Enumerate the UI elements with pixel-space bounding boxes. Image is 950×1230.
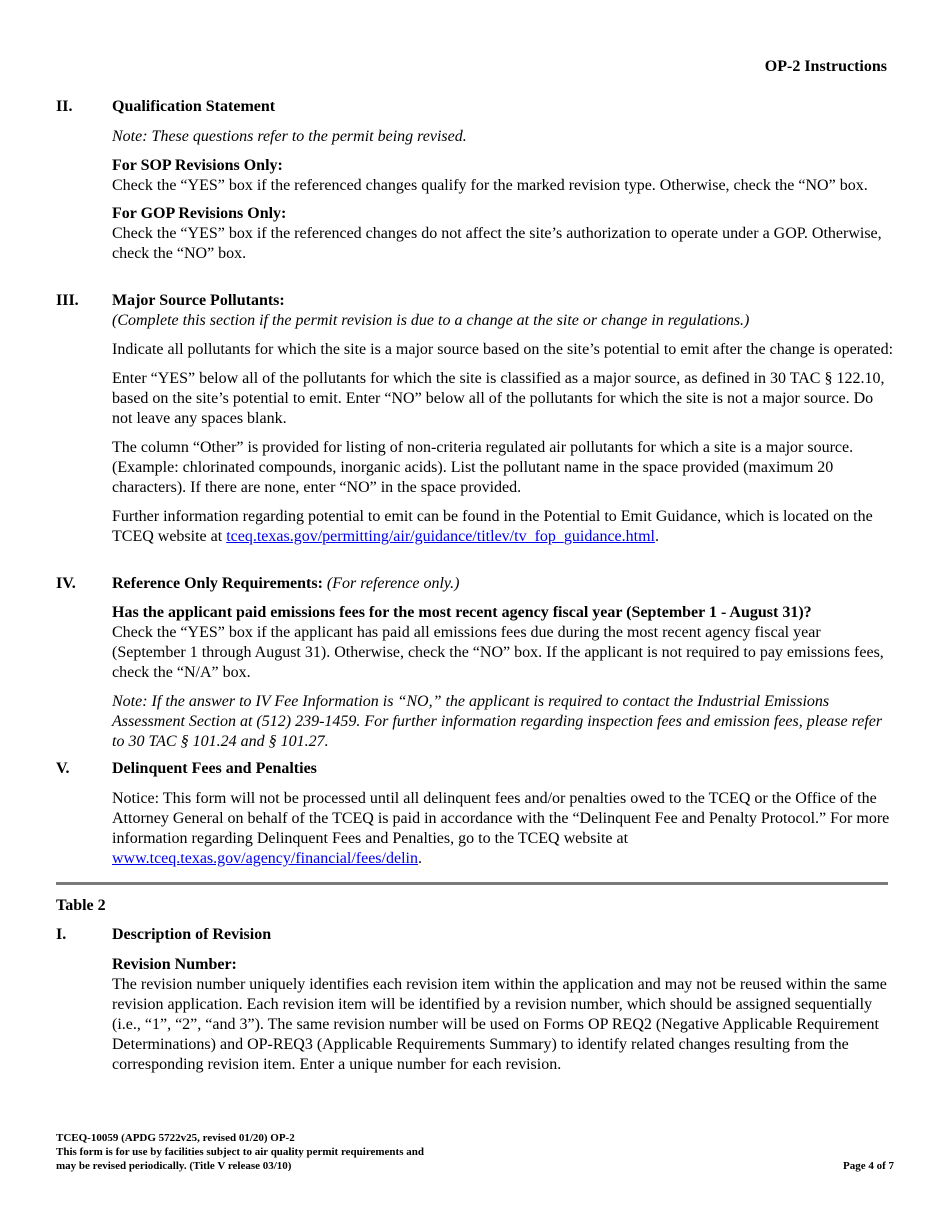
delinquent-fees-link[interactable]: www.tceq.texas.gov/agency/financial/fees/delin — [112, 850, 418, 867]
section-subtitle: (Complete this section if the permit revision is due to a change at the site or change in regulations.) — [112, 312, 750, 329]
heading-text: Reference Only Requirements: — [112, 575, 323, 592]
revision-number-subheading: Revision Number: — [112, 956, 237, 973]
revision-number-paragraph: The revision number uniquely identifies each revision item within the application and may not be reused within the same revision application. Each revision item will be identified by a revision number, which should be assigned sequentially (i.e., “1”, “2”, “and 3”). The same revision number will be used on Forms OP REQ2 (Negative Applicable Requirement Determinations) and OP-REQ3 (Applicable Requirements Summary) to identify related changes resulting from the corresponding revision item. Enter a unique number for each revision. — [112, 976, 887, 1073]
paragraph: The column “Other” is provided for listing of non-criteria regulated air pollutants for which a site is a major source. (Example: chlorinated compounds, inorganic acids). List the pollutant name in the space provided (maximum 20 characters). If there are none, enter “NO” in the space provided. — [112, 439, 854, 496]
fee-question: Has the applicant paid emissions fees for the most recent agency fiscal year (September 1 - August 31)? — [112, 604, 812, 621]
fee-answer: Check the “YES” box if the applicant has paid all emissions fees due during the most recent agency fiscal year (September 1 through August 31). Otherwise, check the “NO” box. If the applicant is not required to pay emissions fees, check the “N/A” box. — [112, 624, 884, 681]
section-heading: Qualification Statement — [112, 98, 276, 115]
paragraph-text: Further information regarding potential to emit can be found in the Potential to Emit Guidance, which is located on the TCEQ website at — [112, 508, 873, 545]
section-delinquent-fees — [56, 759, 896, 869]
footer-line: may be revised periodically. (Title V release 03/10) — [56, 1160, 292, 1172]
notice-text: Notice: This form will not be processed until all delinquent fees and/or penalties owed to the TCEQ or the Office of the Attorney General on behalf of the TCEQ is paid in accordance with the “Delinquent Fee and Penalty Protocol.” For more information regarding Delinquent Fees and Penalties, go to the TCEQ website at — [112, 790, 890, 847]
paragraph: Indicate all pollutants for which the site is a major source based on the site’s potential to emit after the change is operated: — [112, 341, 894, 358]
section-reference-only — [56, 574, 896, 752]
section-divider — [56, 882, 888, 885]
table2-heading: Table 2 — [56, 897, 106, 914]
section-major-source-pollutants — [56, 291, 896, 547]
section-number: III. — [56, 292, 79, 309]
sop-subheading: For SOP Revisions Only: — [112, 157, 283, 174]
paragraph-ptee-guidance — [112, 507, 896, 547]
table2-title — [56, 896, 896, 916]
ptee-guidance-link[interactable]: tceq.texas.gov/permitting/air/guidance/titlev/tv_fop_guidance.html — [226, 528, 655, 545]
section-number: II. — [56, 98, 73, 115]
section-note: Note: These questions refer to the permit being revised. — [112, 128, 467, 145]
section-heading — [112, 574, 896, 594]
gop-subheading: For GOP Revisions Only: — [112, 205, 287, 222]
section-description-of-revision — [56, 925, 896, 1075]
page-header-title: OP-2 Instructions — [764, 58, 887, 75]
footer-form-info — [56, 1131, 424, 1173]
section-number: IV. — [56, 575, 76, 592]
footer-line: This form is for use by facilities subject to air quality permit requirements and — [56, 1146, 424, 1158]
notice-end: . — [417, 850, 422, 867]
section-heading: Delinquent Fees and Penalties — [112, 760, 317, 777]
section-qualification-statement — [56, 97, 896, 264]
footer-line: TCEQ-10059 (APDG 5722v25, revised 01/20) OP-2 — [56, 1132, 295, 1144]
section-heading: Major Source Pollutants: — [112, 292, 285, 309]
section-heading: Description of Revision — [112, 926, 272, 943]
section-number: V. — [56, 760, 70, 777]
delinquent-notice — [112, 789, 896, 869]
section-number: I. — [56, 926, 67, 943]
fee-note: Note: If the answer to IV Fee Information is “NO,” the applicant is required to contact the Industrial Emissions Assessment Section at (512) 239-1459. For further information regarding inspection fees and emission fees, please refer to 30 TAC § 101.24 and § 101.27. — [112, 693, 883, 750]
heading-note: (For reference only.) — [326, 575, 460, 592]
gop-paragraph: Check the “YES” box if the referenced changes do not affect the site’s authorization to operate under a GOP. Otherwise, check the “NO” box. — [112, 225, 882, 262]
paragraph: Enter “YES” below all of the pollutants for which the site is classified as a major source, as defined in 30 TAC § 122.10, based on the site’s potential to emit. Enter “NO” below all of the pollutants for which the site is not a major source. Do not leave any spaces blank. — [112, 370, 885, 427]
paragraph-end: . — [654, 528, 659, 545]
sop-paragraph: Check the “YES” box if the referenced changes qualify for the marked revision type. Otherwise, check the “NO” box. — [112, 177, 868, 194]
page-number: Page 4 of 7 — [842, 1160, 894, 1172]
